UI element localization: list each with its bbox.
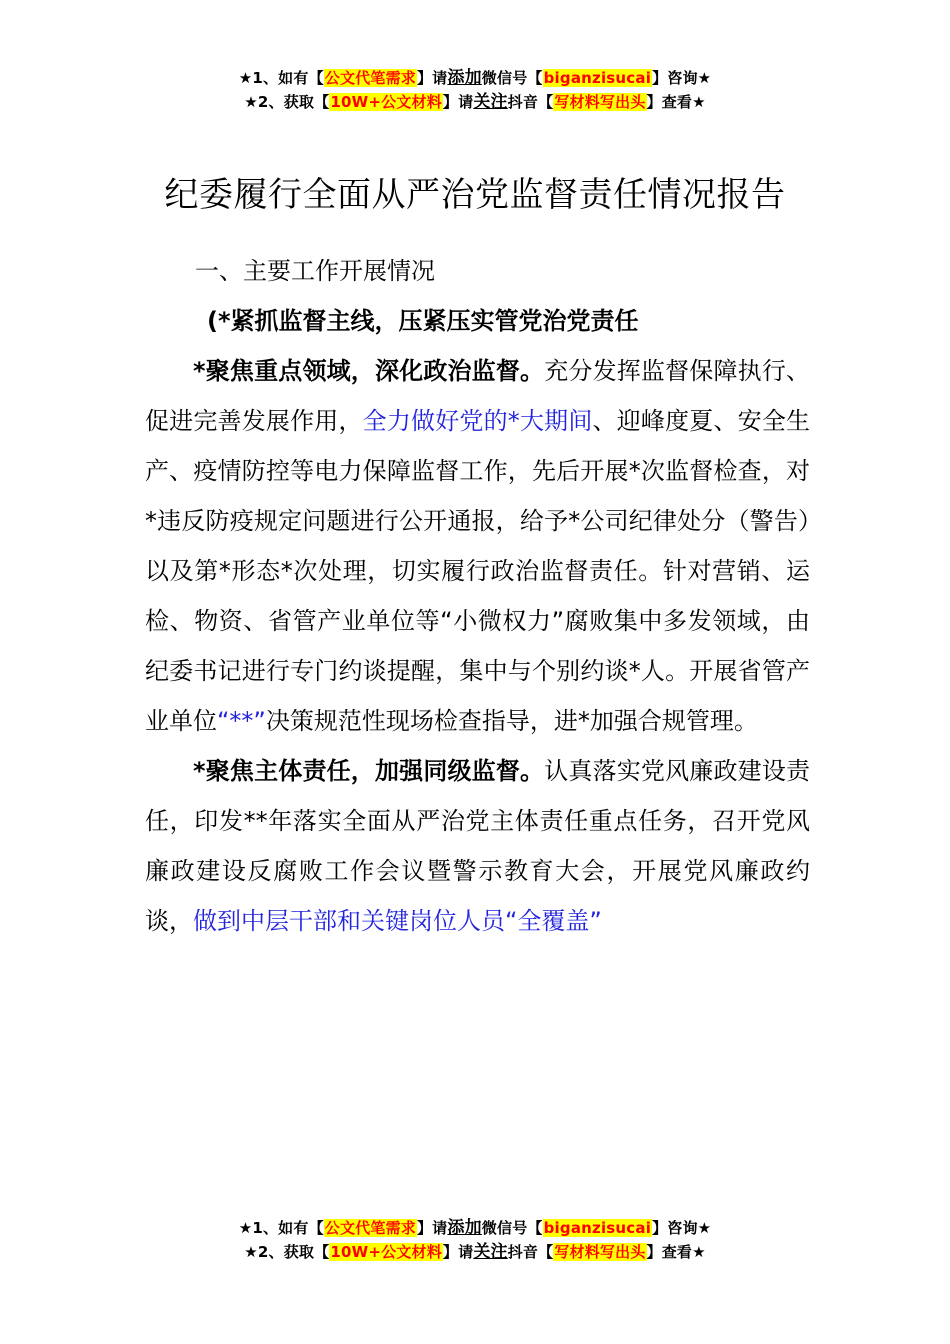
highlight-wechat-id: biganzisucai bbox=[543, 69, 652, 87]
banner-text: 】咨询★ bbox=[652, 69, 712, 87]
banner-text: 】查看★ bbox=[646, 93, 706, 111]
header-banner bbox=[0, 66, 950, 114]
paragraph-peer-supervision bbox=[145, 746, 810, 946]
highlight-service: 公文代笔需求 bbox=[324, 69, 416, 87]
banner-text: ★1、如有【 bbox=[238, 1219, 324, 1237]
highlight-wechat-id: biganzisucai bbox=[543, 1219, 652, 1237]
highlight-douyin-id: 写材料写出头 bbox=[554, 93, 646, 111]
banner-line-1 bbox=[0, 66, 950, 90]
underline-add: 添加 bbox=[447, 68, 482, 88]
page-title: 纪委履行全面从严治党监督责任情况报告 bbox=[164, 175, 786, 215]
paragraph-lead: *聚焦主体责任，加强同级监督。 bbox=[193, 757, 545, 785]
banner-text: 】请 bbox=[442, 93, 474, 111]
paragraph-text: 认真落实党风廉政建设责任，印发**年落实全面从严治党主体责任重点任务，召开党风廉政建设反腐败工作会议暨警示教育大会，开展党风廉政约谈， bbox=[145, 757, 810, 935]
paragraph-lead: *聚焦重点领域，深化政治监督。 bbox=[193, 357, 545, 385]
footer-banner bbox=[0, 1216, 950, 1264]
banner-line-2 bbox=[0, 1240, 950, 1264]
paragraph-text: 、迎峰度夏、安全生产、疫情防控等电力保障监督工作，先后开展*次监督检查，对*违反防疫规定问题进行公开通报，给予*公司纪律处分（警告）以及第*形态*次处理，切实履行政治监督责任。针对营销、运检、物资、省管产业单位等“小微权力”腐败集中多发领域，由纪委书记进行专门约谈提醒，集中与个别约谈*人。开展省管产业单位 bbox=[145, 407, 811, 735]
blue-text: 做到中层干部和关键岗位人员“全覆盖” bbox=[193, 907, 602, 935]
underline-follow: 关注 bbox=[473, 1242, 508, 1262]
banner-text: ★2、获取【 bbox=[244, 1243, 330, 1261]
section-heading: 一、主要工作开展情况 bbox=[195, 257, 435, 285]
document-body bbox=[145, 246, 810, 946]
underline-follow: 关注 bbox=[473, 92, 508, 112]
blue-text: “**” bbox=[217, 707, 266, 735]
banner-line-2 bbox=[0, 90, 950, 114]
highlight-service: 公文代笔需求 bbox=[324, 1219, 416, 1237]
highlight-materials: 10W+公文材料 bbox=[330, 1243, 442, 1261]
banner-line-1 bbox=[0, 1216, 950, 1240]
banner-text: 】请 bbox=[442, 1243, 474, 1261]
highlight-douyin-id: 写材料写出头 bbox=[554, 1243, 646, 1261]
banner-text: 抖音【 bbox=[507, 93, 554, 111]
blue-text: 全力做好党的*大期间 bbox=[362, 407, 593, 435]
banner-text: ★1、如有【 bbox=[238, 69, 324, 87]
banner-text: 微信号【 bbox=[481, 69, 543, 87]
paragraph-political-supervision bbox=[145, 346, 810, 746]
underline-add: 添加 bbox=[447, 1218, 482, 1238]
banner-text: 微信号【 bbox=[481, 1219, 543, 1237]
highlight-materials: 10W+公文材料 bbox=[330, 93, 442, 111]
banner-text: 抖音【 bbox=[507, 1243, 554, 1261]
banner-text: 】查看★ bbox=[646, 1243, 706, 1261]
subsection-heading: (*紧抓监督主线，压紧压实管党治党责任 bbox=[207, 307, 639, 335]
banner-text: 】请 bbox=[416, 1219, 448, 1237]
banner-text: ★2、获取【 bbox=[244, 93, 330, 111]
paragraph-text: 充分发挥监督保障执行、促进完善发展作用， bbox=[145, 357, 810, 435]
banner-text: 】咨询★ bbox=[652, 1219, 712, 1237]
banner-text: 】请 bbox=[416, 69, 448, 87]
paragraph-text: 决策规范性现场检查指导，进*加强合规管理。 bbox=[265, 707, 758, 735]
